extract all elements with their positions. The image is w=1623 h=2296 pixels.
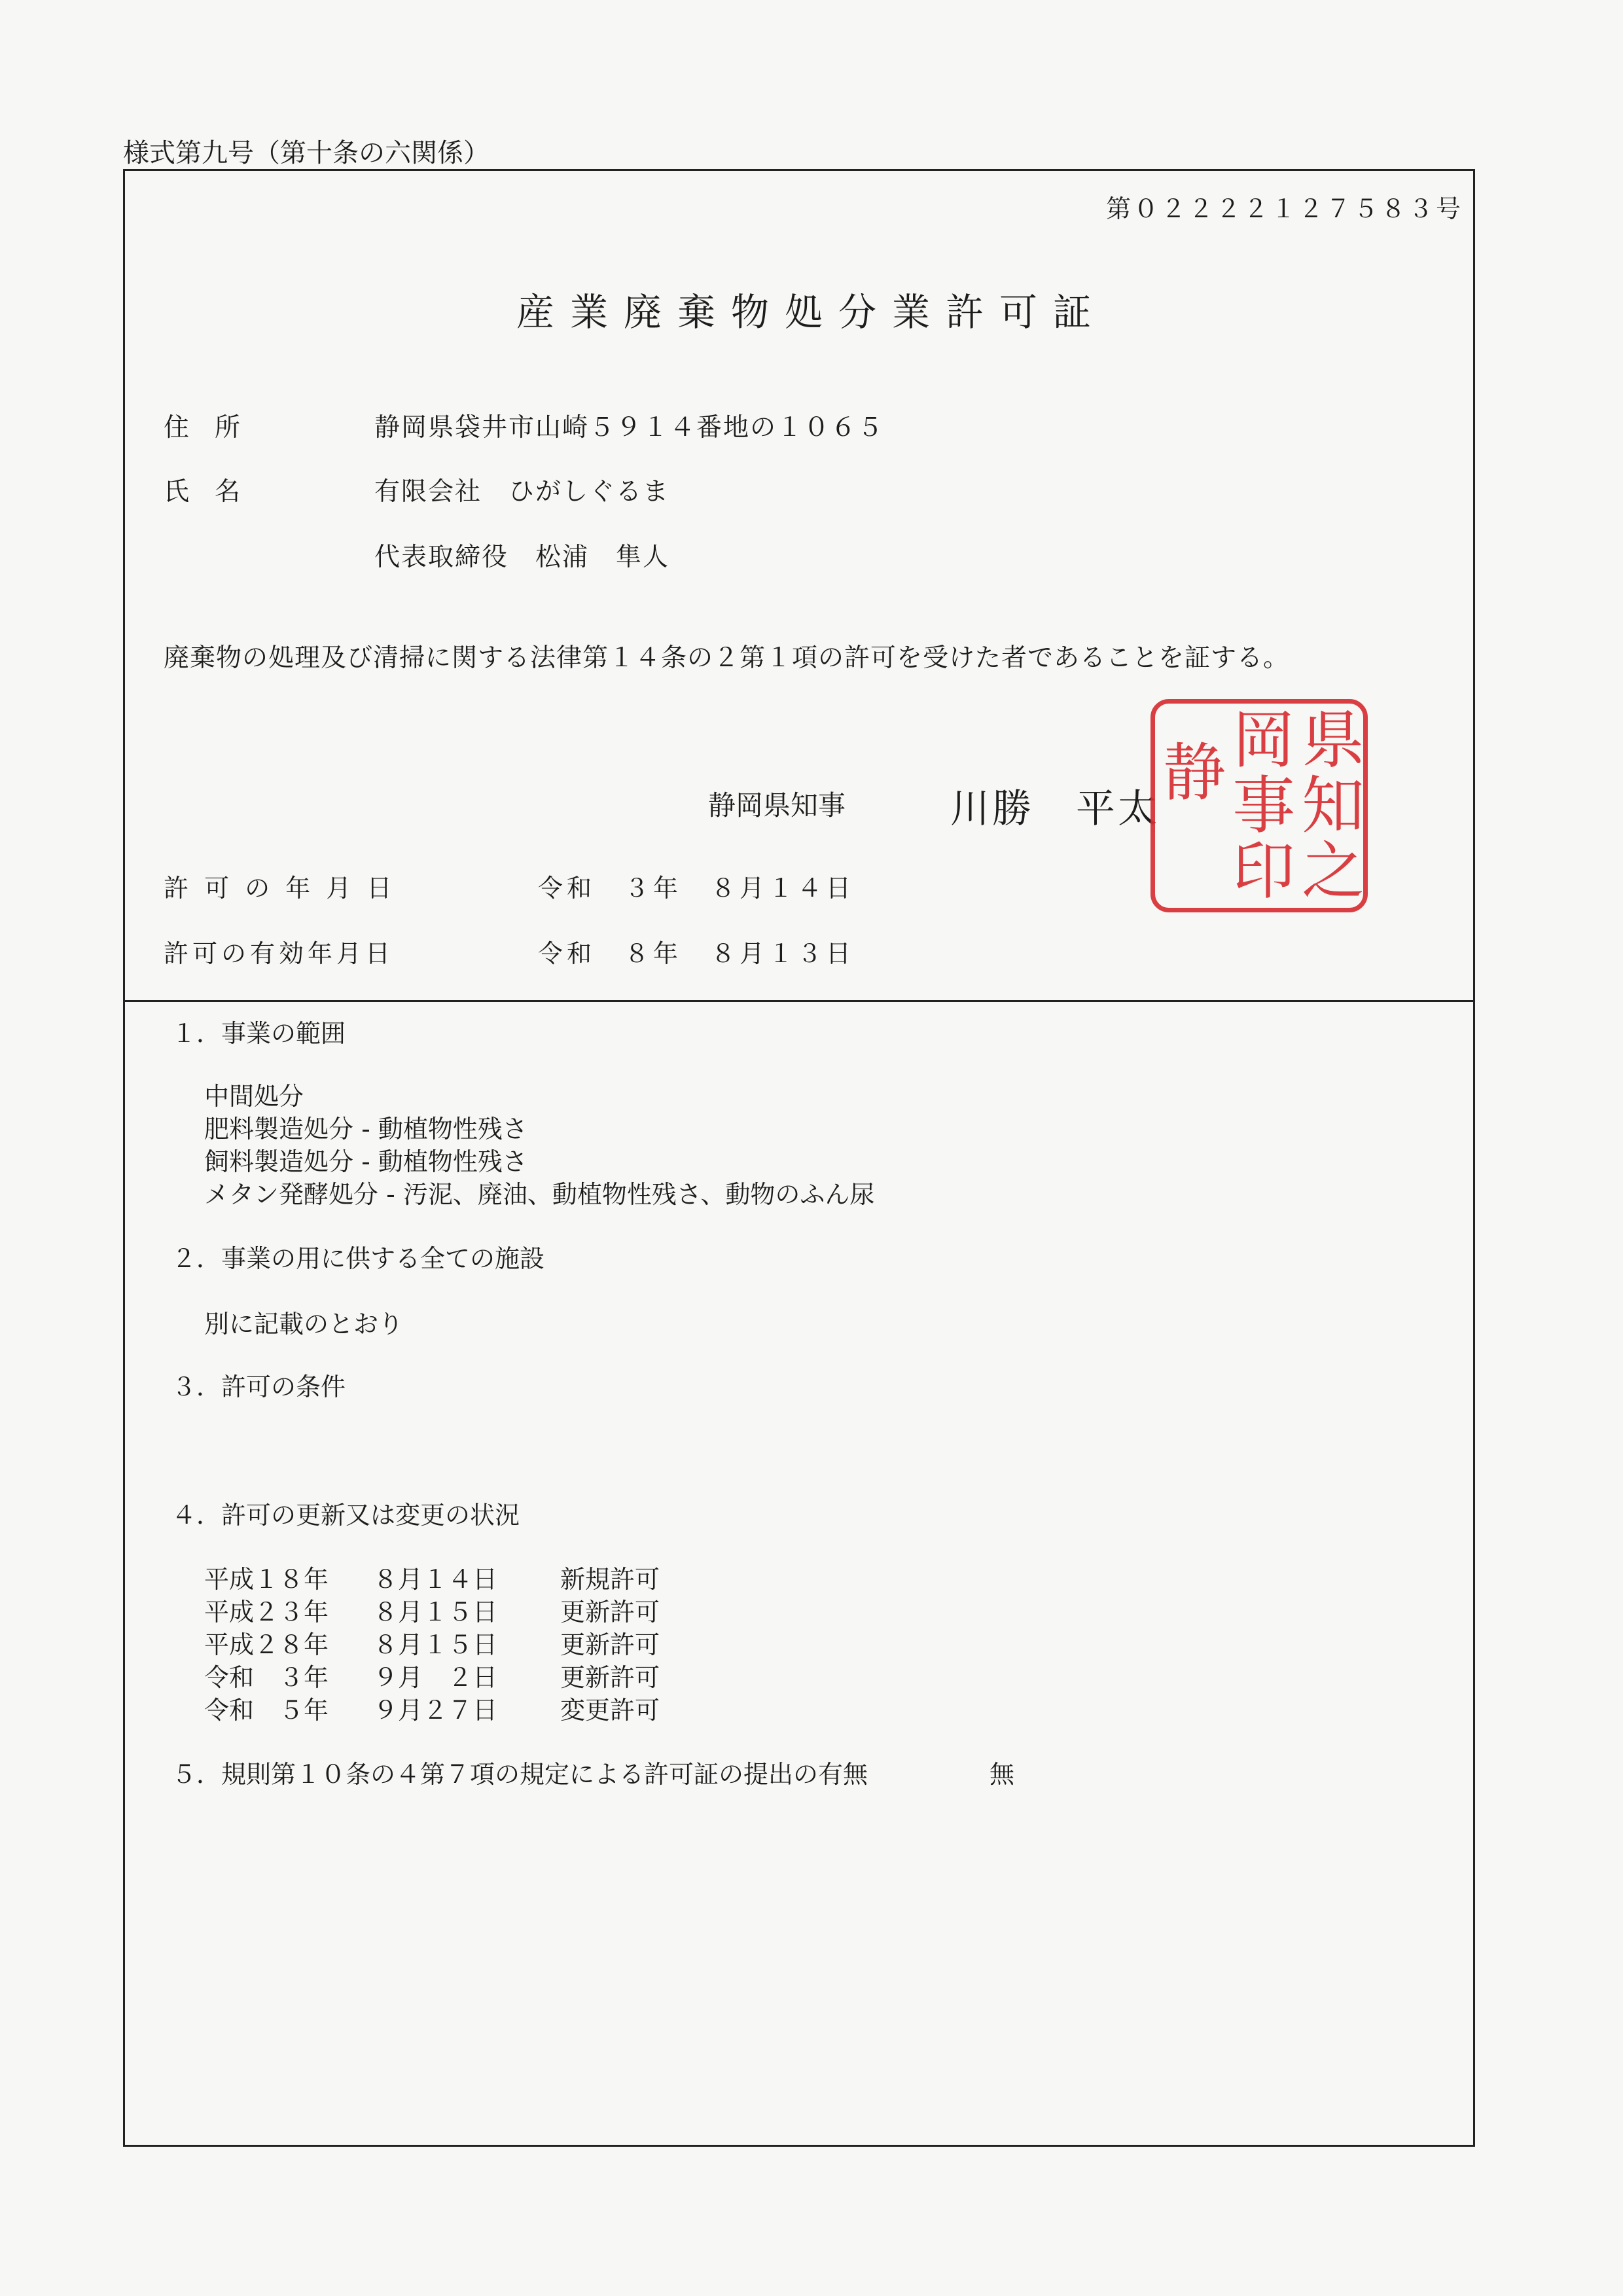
- permit-date-label: 許 可 の 年 月 日: [164, 874, 396, 903]
- history-era: 平成２８年: [204, 1630, 329, 1659]
- history-date: ８月１５日: [373, 1630, 498, 1659]
- history-era: 令和 ５年: [204, 1696, 329, 1725]
- form-label: 様式第九号（第十条の六関係）: [123, 138, 490, 168]
- certificate-number: 第０２２２２１２７５８３号: [1106, 194, 1464, 223]
- section-4-heading: ４．許可の更新又は変更の状況: [171, 1501, 520, 1530]
- permit-date-value: 令和 ３年 ８月１４日: [538, 874, 855, 903]
- scope-item: 中間処分: [204, 1082, 304, 1111]
- address-label: 住 所: [164, 413, 241, 442]
- history-date: ９月２７日: [373, 1696, 498, 1725]
- history-date: ８月１５日: [373, 1598, 498, 1626]
- representative-name: 代表取締役 松浦 隼人: [374, 543, 670, 572]
- history-type: 変更許可: [560, 1696, 660, 1725]
- section-1-heading: １．事業の範囲: [171, 1019, 346, 1048]
- history-type: 更新許可: [560, 1598, 660, 1626]
- expiry-date-value: 令和 ８年 ８月１３日: [538, 939, 855, 968]
- company-name: 有限会社 ひがしぐるま: [374, 477, 670, 507]
- history-type: 新規許可: [560, 1565, 660, 1594]
- history-era: 平成２３年: [204, 1598, 329, 1626]
- section-divider: [123, 1000, 1475, 1002]
- history-era: 令和 ３年: [204, 1663, 329, 1692]
- scope-item: 飼料製造処分 - 動植物性残さ: [204, 1147, 527, 1176]
- history-type: 更新許可: [560, 1663, 660, 1692]
- submission-value: 無: [990, 1760, 1015, 1789]
- document-title: 産業廃棄物処分業許可証: [516, 290, 1107, 334]
- history-era: 平成１８年: [204, 1565, 329, 1594]
- section-5-heading: ５．規則第１０条の４第７項の規定による許可証の提出の有無: [171, 1760, 868, 1789]
- name-label: 氏 名: [164, 477, 241, 507]
- history-date: ８月１４日: [373, 1565, 498, 1594]
- issuer-title: 静岡県知事: [708, 789, 846, 821]
- section-3-heading: ３．許可の条件: [171, 1372, 346, 1401]
- certification-statement: 廃棄物の処理及び清掃に関する法律第１４条の２第１項の許可を受けた者であることを証する。: [164, 643, 1290, 673]
- facilities-text: 別に記載のとおり: [204, 1310, 404, 1338]
- history-type: 更新許可: [560, 1630, 660, 1659]
- scope-item: メタン発酵処分 - 汚泥、廃油、動植物性残さ、動物のふん尿: [204, 1180, 875, 1209]
- issuer-name: 川勝 平太: [950, 786, 1160, 832]
- scope-item: 肥料製造処分 - 動植物性残さ: [204, 1115, 527, 1143]
- section-2-heading: ２．事業の用に供する全ての施設: [171, 1244, 545, 1273]
- expiry-date-label: 許可の有効年月日: [164, 939, 395, 968]
- history-date: ９月 ２日: [373, 1663, 498, 1692]
- official-seal: 県 知 之 岡 事 印 静: [1150, 699, 1368, 912]
- address-value: 静岡県袋井市山崎５９１４番地の１０６５: [374, 413, 885, 442]
